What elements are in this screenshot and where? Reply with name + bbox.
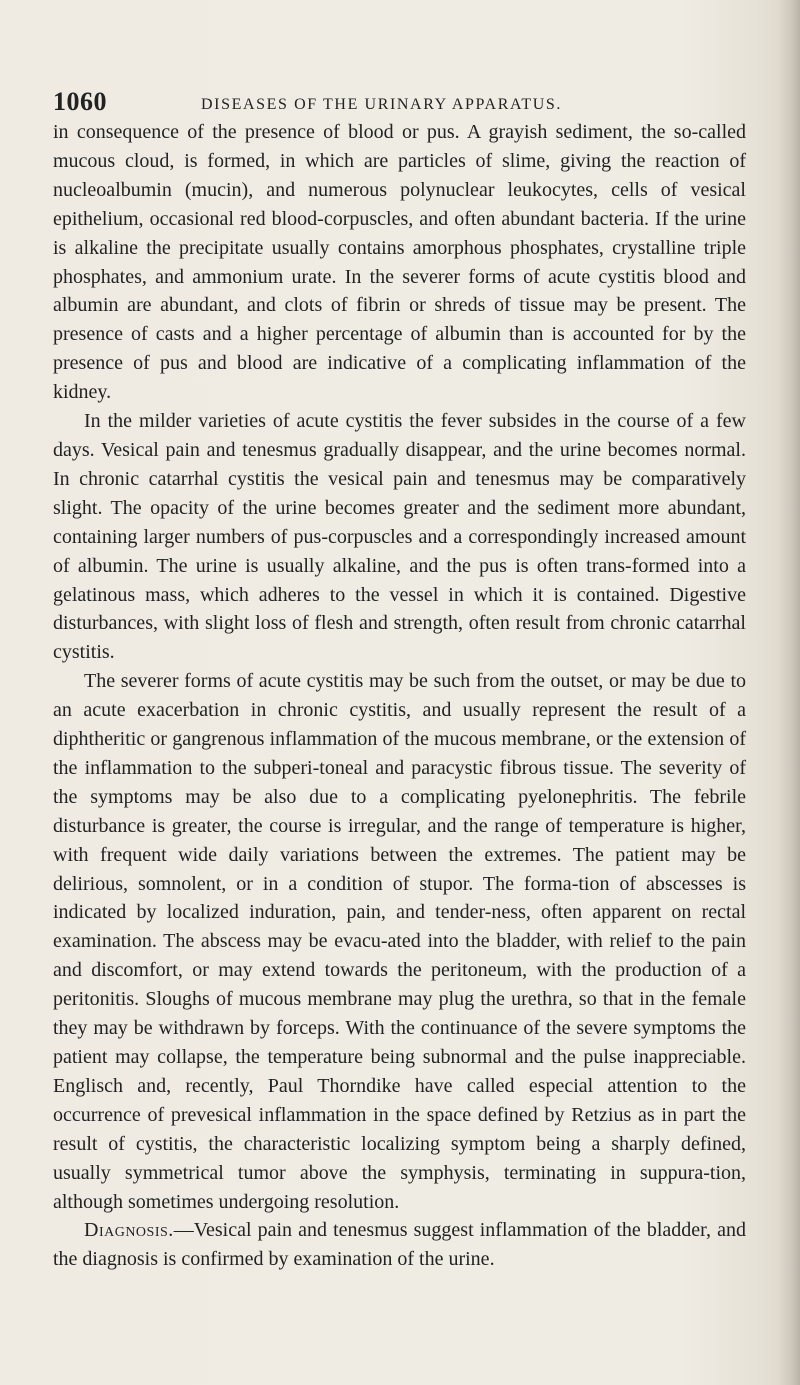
diagnosis-heading: Diagnosis.	[84, 1219, 174, 1242]
page-number: 1060	[53, 87, 107, 116]
page-edge-shadow	[778, 0, 800, 1385]
body-text	[53, 118, 746, 1274]
paragraph-milder-varieties: In the milder varieties of acute cystitis the fever subsides in the course of a few days. Vesical pain and tenesmus gradually disappear, and the urine becomes normal. In chronic catarrhal cystitis the vesical pain and tenesmus may be comparatively slight. The opacity of the urine becomes greater and the sediment more abundant, containing larger numbers of pus-corpuscles and a correspondingly increased amount of albumin. The urine is usually alkaline, and the pus is often trans-formed into a gelatinous mass, which adheres to the vessel in which it is contained. Digestive disturbances, with slight loss of flesh and strength, often result from chronic catarrhal cystitis.	[53, 410, 746, 664]
paragraph-severer-forms: The severer forms of acute cystitis may be such from the outset, or may be due to an acute exacerbation in chronic cystitis, and usually represent the result of a diphtheritic or gangrenous inflammation of the mucous membrane, or the extension of the inflammation to the subperi-toneal and paracystic fibrous tissue. The severity of the symptoms may be also due to a complicating pyelonephritis. The febrile disturbance is greater, the course is irregular, and the range of temperature is higher, with frequent wide daily variations between the extremes. The patient may be delirious, somnolent, or in a condition of stupor. The forma-tion of abscesses is indicated by localized induration, pain, and tender-ness, often apparent on rectal examination. The abscess may be evacu-ated into the bladder, with relief to the pain and discomfort, or may extend towards the peritoneum, with the production of a peritonitis. Sloughs of mucous membrane may plug the urethra, so that in the female they may be withdrawn by forceps. With the continuance of the severe symptoms the patient may collapse, the temperature being subnormal and the pulse inappreciable. Englisch and, recently, Paul Thorndike have called especial attention to the occurrence of prevesical inflammation in the space defined by Retzius as in part the result of cystitis, the characteristic localizing symptom being a sharply defined, usually symmetrical tumor above the symphysis, terminating in suppura-tion, although sometimes undergoing resolution.	[53, 670, 746, 1213]
running-head: DISEASES OF THE URINARY APPARATUS.	[201, 96, 562, 113]
paragraph-diagnosis	[53, 1216, 746, 1274]
paragraph-continuation: in consequence of the presence of blood or pus. A grayish sediment, the so-called mucous cloud, is formed, in which are particles of slime, giving the reaction of nucleoalbumin (mucin), and numerous polynuclear leukocytes, cells of vesical epithelium, occasional red blood-corpuscles, and often abundant bacteria. If the urine is alkaline the precipitate usually contains amorphous phosphates, crystalline triple phosphates, and ammonium urate. In the severer forms of acute cystitis blood and albumin are abundant, and clots of fibrin or shreds of tissue may be present. The presence of casts and a higher percentage of albumin than is accounted for by the presence of pus and blood are indicative of a complicating inflammation of the kidney.	[53, 121, 746, 404]
diagnosis-text: —Vesical pain and tenesmus suggest inflammation of the bladder, and the diagnosis is confirmed by examination of the urine.	[53, 1219, 746, 1271]
